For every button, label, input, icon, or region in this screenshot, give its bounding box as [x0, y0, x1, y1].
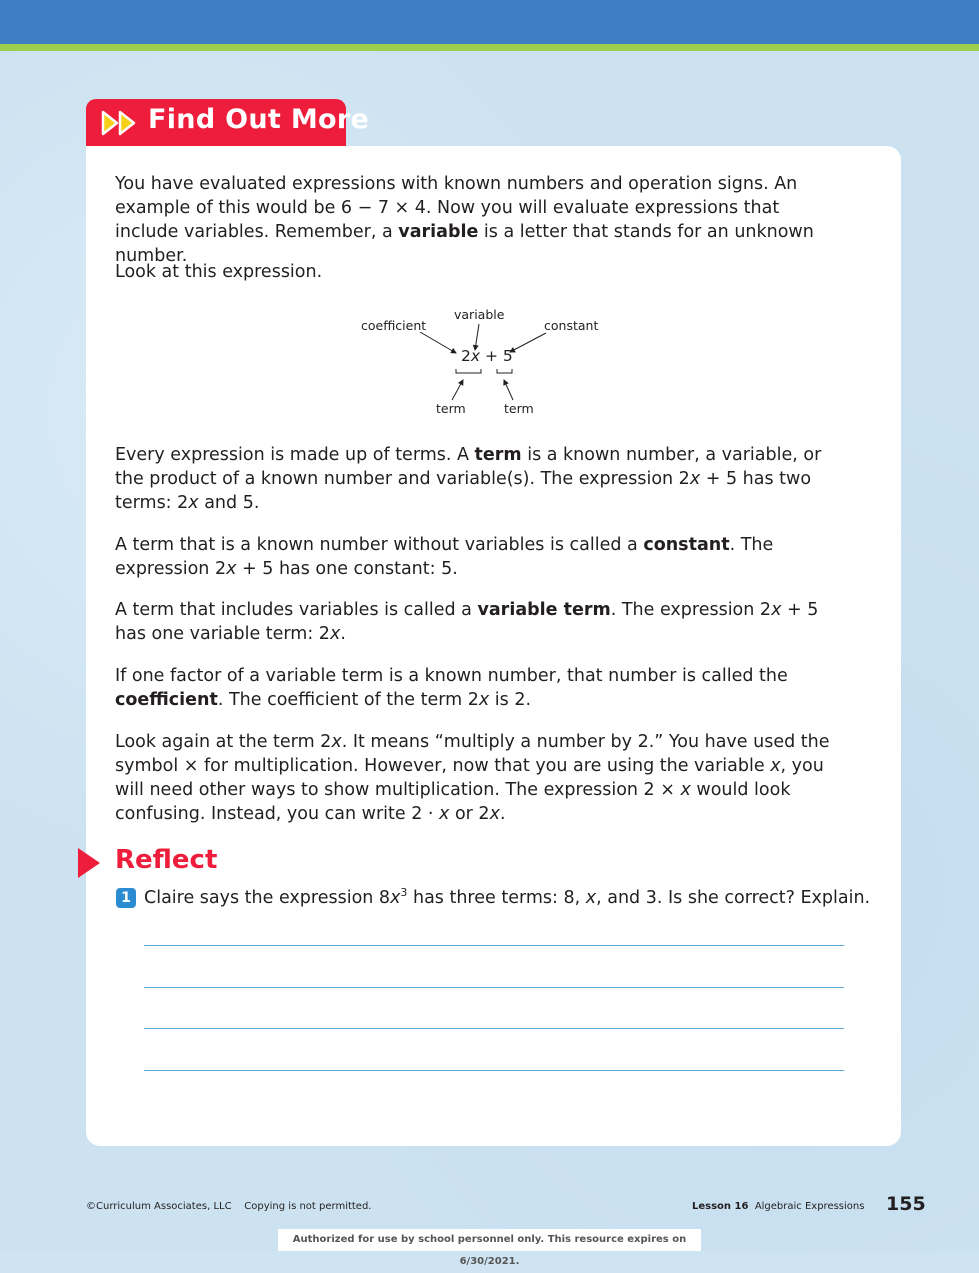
green-stripe	[0, 44, 979, 51]
top-color-band	[0, 0, 979, 44]
section-title: Find Out More	[148, 104, 370, 135]
diagram-label-variable: variable	[454, 307, 505, 322]
fast-forward-icon	[100, 109, 142, 137]
reflect-marker-icon	[78, 848, 100, 878]
diagram-label-term-right: term	[504, 401, 534, 416]
page-number: 155	[886, 1193, 926, 1215]
footer-lesson: Lesson 16 Algebraic Expressions	[692, 1201, 865, 1212]
question-text: Claire says the expression $8x^3$ has three terms: 8, x, and 3. Is she correct? Explain.	[144, 886, 871, 908]
reflect-title: Reflect	[115, 845, 218, 875]
answer-line-2[interactable]	[144, 987, 844, 988]
diagram-arrows	[400, 320, 560, 410]
footer-copyright: ©Curriculum Associates, LLC Copying is not permitted.	[86, 1201, 372, 1212]
diagram-expression: 2x + 5	[461, 347, 513, 365]
diagram-label-constant: constant	[544, 318, 599, 333]
authorization-notice: Authorized for use by school personnel only. This resource expires on 6/30/2021.	[278, 1229, 701, 1251]
term-paragraph: Every expression is made up of terms. A term is a known number, a variable, or the product of a known number and variable(s). The expression 2x + 5 has two terms: 2x and 5.	[115, 445, 822, 513]
multiplication-paragraph: Look again at the term 2x. It means “multiply a number by 2.” You have used the symbol × for multiplication. However, now that you are using the variable x, you will need other ways to show multiplication. The expression 2 × x would look confusing. Instead, you can write 2 · x or 2x.	[115, 732, 830, 824]
content-card	[86, 146, 901, 1146]
answer-line-4[interactable]	[144, 1070, 844, 1071]
look-paragraph: Look at this expression.	[115, 262, 323, 282]
intro-paragraph: You have evaluated expressions with known numbers and operation signs. An example of this would be 6 − 7 × 4. Now you will evaluate expressions that include variables. Remember, a variable is a letter that stands for an unknown number.	[115, 174, 814, 266]
variable-term-paragraph: A term that includes variables is called a variable term. The expression 2x + 5 has one variable term: 2x.	[115, 600, 819, 644]
question-number-badge: 1	[116, 888, 136, 908]
constant-paragraph: A term that is a known number without variables is called a constant. The expression 2x + 5 has one constant: 5.	[115, 535, 774, 579]
answer-line-3[interactable]	[144, 1028, 844, 1029]
diagram-label-term-left: term	[436, 401, 466, 416]
answer-line-1[interactable]	[144, 945, 844, 946]
diagram-label-coefficient: coefficient	[361, 318, 427, 333]
coefficient-paragraph: If one factor of a variable term is a known number, that number is called the coefficient. The coefficient of the term 2x is 2.	[115, 666, 788, 710]
